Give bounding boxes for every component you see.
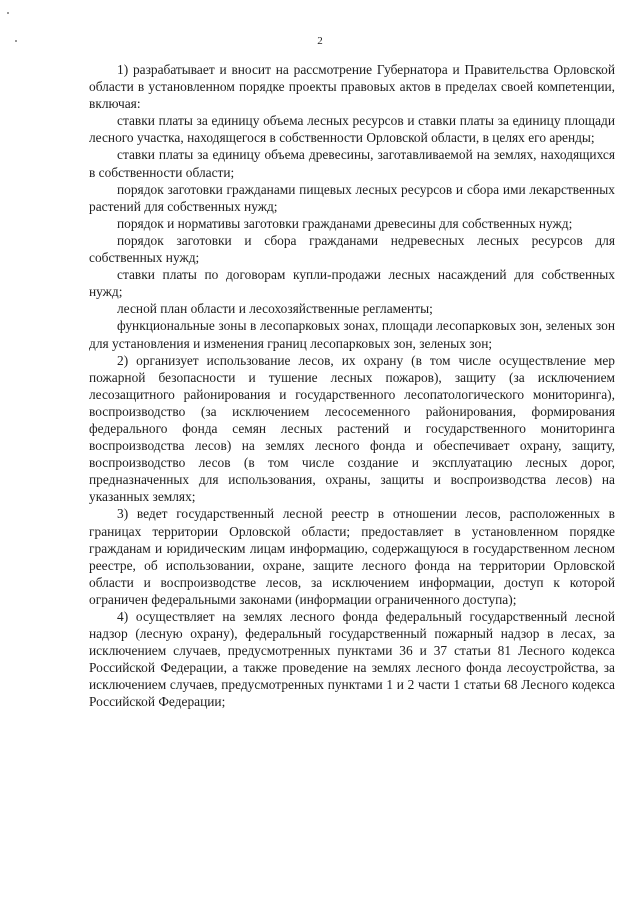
paragraph: 3) ведет государственный лесной реестр в отношении лесов, расположенных в границах территории Орловской области; предоставляет в установленном порядке гражданам и юридическим лицам информацию, содержащуюся в государственном лесном реестре, об использовании, охране, защите лесного фонда на территории Орловской области и воспроизводстве лесов, за исключением информации, доступ к которой ограничен федеральными законами (информации ограниченного доступа);	[89, 506, 615, 607]
paragraph: ставки платы за единицу объема древесины, заготавливаемой на землях, находящихся в собственности области;	[89, 147, 615, 180]
paragraph: 1) разрабатывает и вносит на рассмотрение Губернатора и Правительства Орловской области в установленном порядке проекты правовых актов в пределах своей компетенции, включая:	[89, 62, 615, 112]
paragraph: функциональные зоны в лесопарковых зонах, площади лесопарковых зон, зеленых зон для установления и изменения границ лесопарковых зон, зеленых зон;	[89, 318, 615, 351]
paragraph: 2) организует использование лесов, их охрану (в том числе осуществление мер пожарной безопасности и тушение лесных пожаров), защиту (за исключением лесозащитного районирования и государственного лесопатологического мониторинга), воспроизводство (за исключением лесосеменного районирования, формирования федерального фонда семян лесных растений и государственного мониторинга воспроизводства лесов) на землях лесного фонда и обеспечивает охрану, защиту, воспроизводство лесов (в том числе создание и эксплуатацию лесных дорог, предназначенных для использования, охраны, защиты и воспроизводства лесов) на указанных землях;	[89, 352, 615, 505]
page-number: 2	[317, 35, 323, 47]
paragraph: порядок заготовки гражданами пищевых лесных ресурсов и сбора ими лекарственных растений для собственных нужд;	[89, 181, 615, 214]
scan-artifact-dot	[7, 12, 9, 14]
paragraph: порядок заготовки и сбора гражданами недревесных лесных ресурсов для собственных нужд;	[89, 232, 615, 266]
paragraph: ставки платы по договорам купли-продажи лесных насаждений для собственных нужд;	[89, 267, 615, 300]
paragraph: ставки платы за единицу объема лесных ресурсов и ставки платы за единицу площади лесного участка, находящегося в собственности Орловской области, в целях его аренды;	[89, 113, 615, 146]
paragraph: порядок и нормативы заготовки гражданами древесины для собственных нужд;	[117, 215, 573, 231]
document-body	[89, 61, 615, 711]
paragraph: лесной план области и лесохозяйственные регламенты;	[117, 301, 433, 317]
paragraph: 4) осуществляет на землях лесного фонда федеральный государственный лесной надзор (лесную охрану), федеральный государственный пожарный надзор в лесах, за исключением случаев, предусмотренных пунктами 36 и 37 статьи 81 Лесного кодекса Российской Федерации, а также проведение на землях лесного фонда лесоустройства, за исключением случаев, предусмотренных пунктами 1 и 2 части 1 статьи 68 Лесного кодекса Российской Федерации;	[89, 609, 615, 710]
